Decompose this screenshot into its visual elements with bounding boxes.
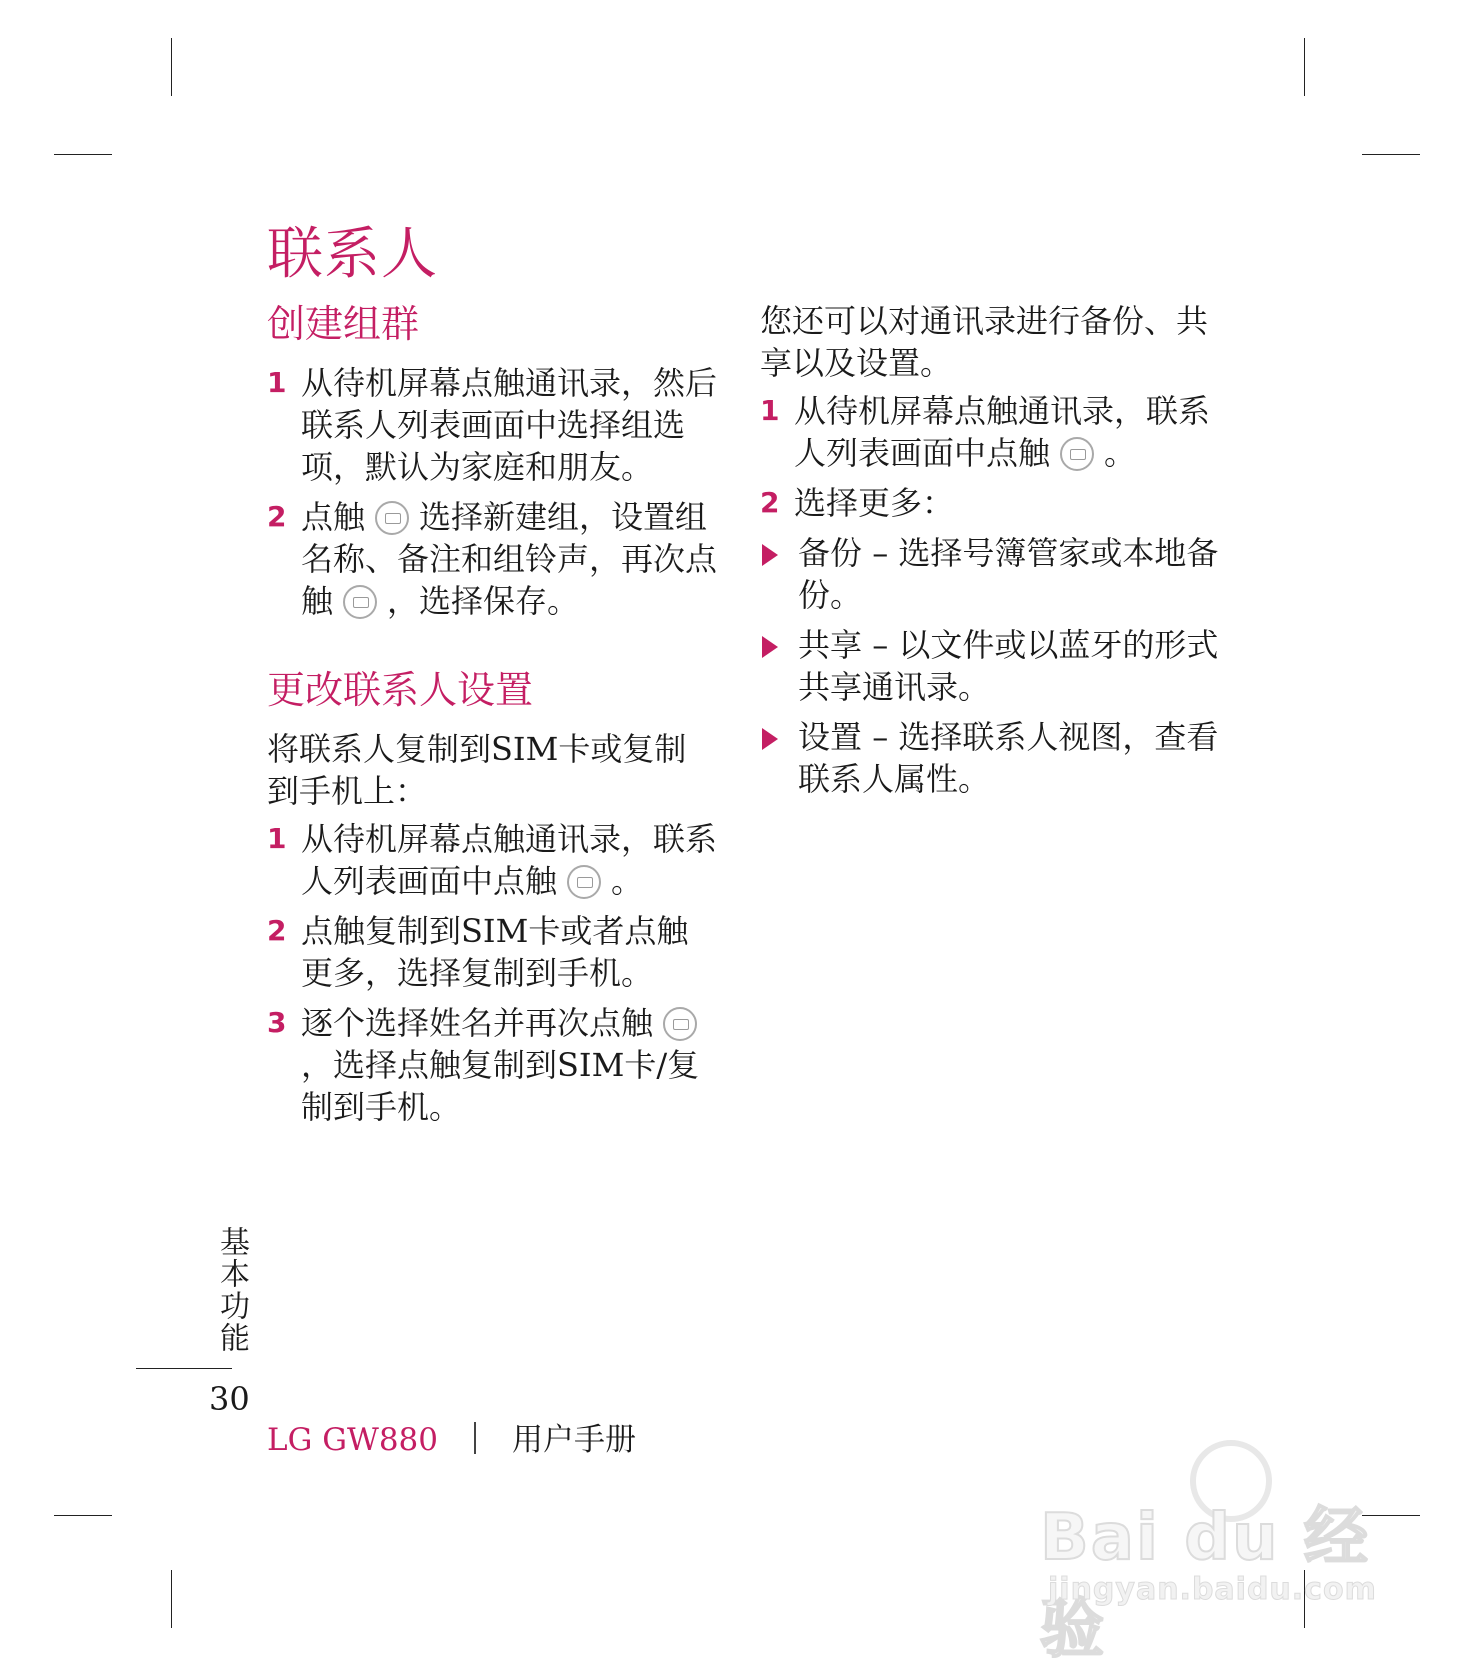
list-item <box>760 624 1230 708</box>
step-number: 2 <box>267 914 287 947</box>
list-item <box>760 716 1230 800</box>
list-item <box>267 910 717 994</box>
step-text: ，选择点触复制到SIM卡/复制到手机。 <box>301 1046 700 1126</box>
step-number: 1 <box>760 394 780 427</box>
page-title: 联系人 <box>267 222 438 287</box>
step-text: 。 <box>611 862 644 900</box>
option-desc: – 以文件或以蓝牙的形式共享通讯录。 <box>798 626 1219 706</box>
step-number: 3 <box>267 1006 287 1039</box>
option-term: 备份 <box>798 534 863 572</box>
list-item <box>267 1002 717 1128</box>
chapter-label: 基本功能 <box>214 1226 249 1354</box>
watermark-url: jingyan.baidu.com <box>1048 1572 1377 1607</box>
step-text: 点触 <box>301 498 366 536</box>
list-item <box>760 390 1230 474</box>
right-column <box>760 300 1230 808</box>
crop-mark <box>54 154 112 155</box>
step-text: 点触复制到SIM卡或者点触更多，选择复制到手机。 <box>301 912 689 992</box>
step-text: 从待机屏幕点触通讯录，联系人列表画面中点触 <box>794 392 1211 472</box>
crop-mark <box>1362 154 1420 155</box>
watermark-text: Bai du 经验 <box>1040 1501 1370 1667</box>
crop-mark <box>171 1570 172 1628</box>
create-group-steps <box>267 362 717 622</box>
section-heading-change-settings: 更改联系人设置 <box>267 668 534 712</box>
list-item <box>760 482 1230 524</box>
crop-mark <box>171 38 172 96</box>
step-text: 选择更多： <box>794 484 955 522</box>
step-text: 从待机屏幕点触通讯录，联系人列表画面中点触 <box>301 820 718 900</box>
menu-key-icon <box>663 1007 697 1041</box>
menu-key-icon <box>343 585 377 619</box>
change-settings-steps <box>267 818 717 1128</box>
triangle-bullet-icon <box>762 636 778 658</box>
footer-manual: 用户手册 <box>512 1422 636 1458</box>
crop-mark <box>1304 38 1305 96</box>
step-text: 选择新建组，设置组名称、备注和组铃声，再次点触 <box>301 498 718 620</box>
step-text: 从待机屏幕点触通讯录，然后联系人列表画面中选择组选项，默认为家庭和朋友。 <box>301 364 718 486</box>
step-text: 。 <box>1104 434 1137 472</box>
footer-brand: LG GW880 <box>267 1422 438 1458</box>
triangle-bullet-icon <box>762 728 778 750</box>
footer <box>267 1414 636 1459</box>
option-term: 共享 <box>798 626 863 664</box>
page-number: 30 <box>209 1380 250 1418</box>
divider <box>136 1368 232 1369</box>
option-desc: – 选择联系人视图，查看联系人属性。 <box>798 718 1219 798</box>
list-item <box>267 362 717 488</box>
step-number: 2 <box>267 500 287 533</box>
option-desc: – 选择号簿管家或本地备份。 <box>798 534 1219 614</box>
menu-key-icon <box>375 501 409 535</box>
option-term: 设置 <box>798 718 863 756</box>
step-number: 1 <box>267 366 287 399</box>
divider <box>474 1422 476 1454</box>
left-column <box>267 300 717 1136</box>
step-number: 2 <box>760 486 780 519</box>
triangle-bullet-icon <box>762 544 778 566</box>
section-intro: 将联系人复制到SIM卡或复制到手机上： <box>267 730 687 810</box>
menu-key-icon <box>1060 437 1094 471</box>
list-item <box>267 496 717 622</box>
list-item <box>760 532 1230 616</box>
section-heading-create-group: 创建组群 <box>267 302 420 346</box>
menu-key-icon <box>567 865 601 899</box>
step-number: 1 <box>267 822 287 855</box>
watermark <box>1040 1440 1400 1667</box>
step-text: ，选择保存。 <box>387 582 580 620</box>
crop-mark <box>54 1515 112 1516</box>
step-text: 逐个选择姓名并再次点触 <box>301 1004 654 1042</box>
more-options-list <box>760 532 1230 800</box>
list-item <box>267 818 717 902</box>
backup-steps <box>760 390 1230 524</box>
section-intro: 您还可以对通讯录进行备份、共享以及设置。 <box>760 302 1209 382</box>
